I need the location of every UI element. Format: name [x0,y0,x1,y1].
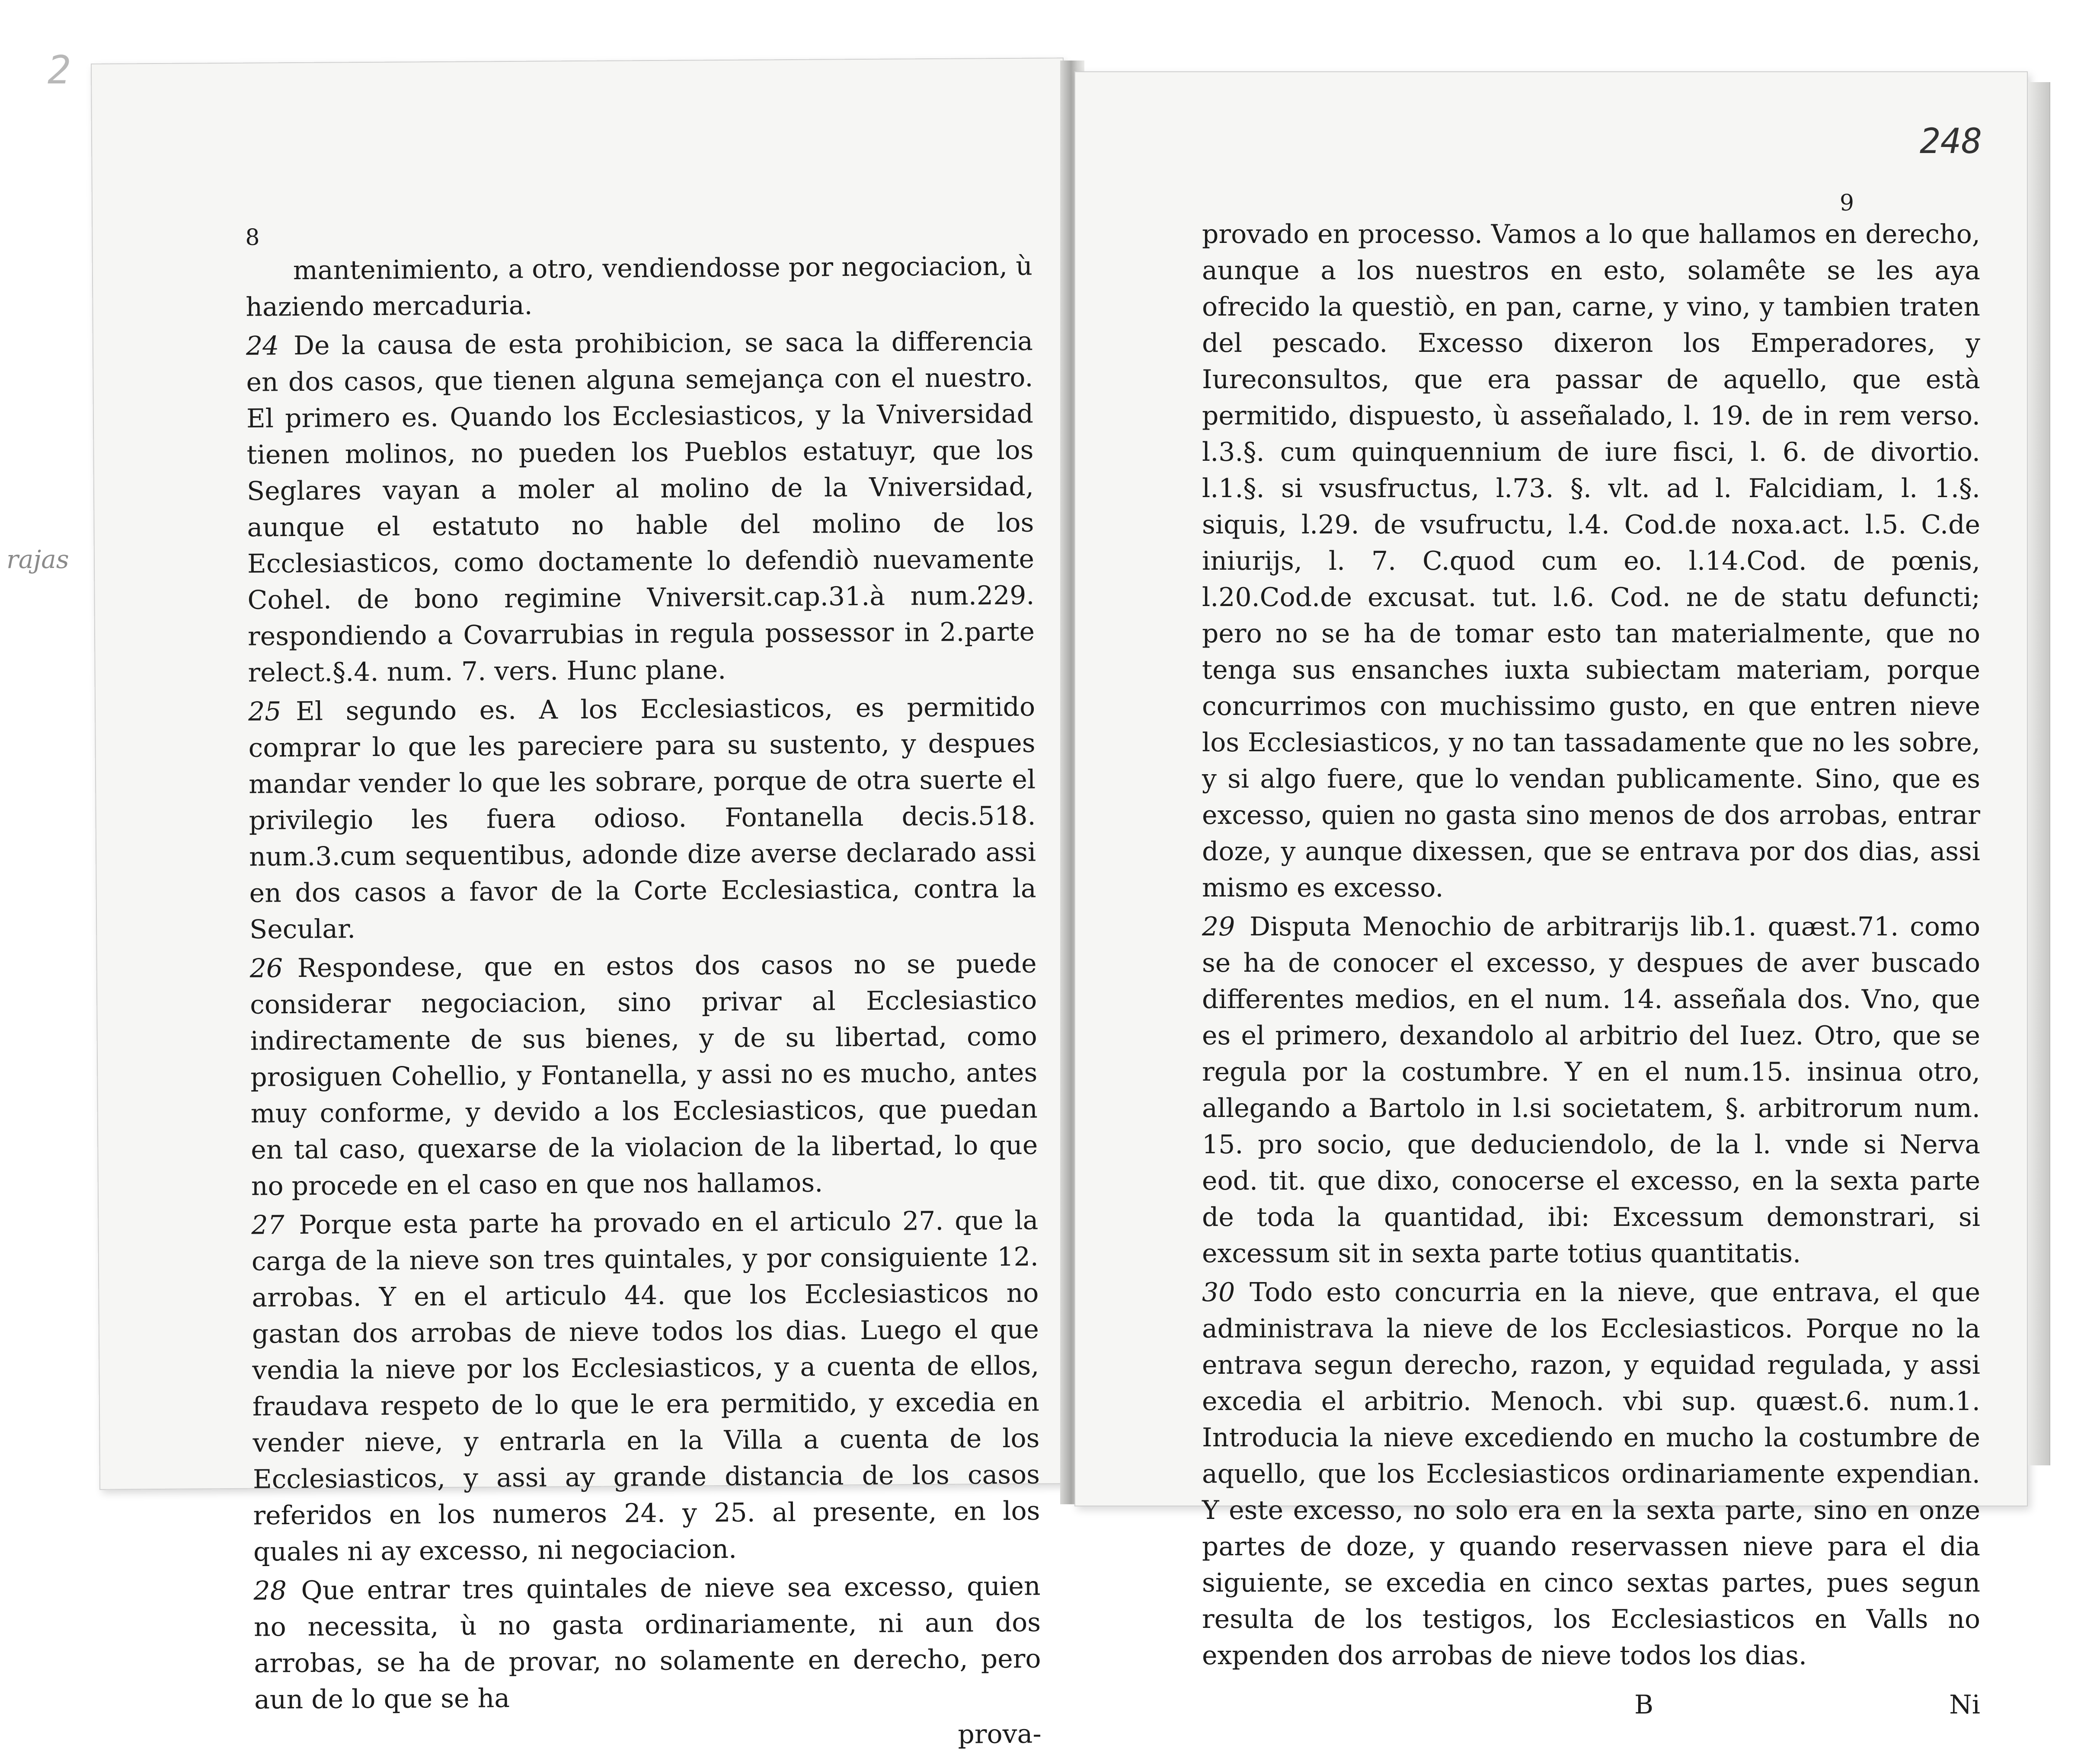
paragraph-text: De la causa de esta prohibicion, se saca la differencia en dos casos, que tienen alguna semejança con el nuestro. El primero es. Quando los Ecclesiasticos, y la Vniversidad tienen molinos, no pueden los Pueblos estatuyr, que los Seglares vayan a moler al molino de la Vniversidad, aunque el estatuto no hable del molino de los Ecclesiasticos, como doctamente lo defendiò nuevamente Cohel. de bono regimine Vniversit.cap.31.à num.229. respondiendo a Covarrubias in regula possessor in 2.parte relect.§.4. num. 7. vers. Hunc plane. [246,326,1035,688]
paragraph: mantenimiento, a otro, vendiendosse por negociacion, ù haziendo mercaduria. [246,251,1033,322]
faint-pencil-mark: 2 [48,48,71,93]
paragraph-text: Que entrar tres quintales de nieve sea excesso, quien no necessita, ù no gasta ordinariamente, ni aun dos arrobas, se ha de provar, no solamente en derecho, pero aun de lo que se ha [253,1571,1041,1715]
right-catchword: Ni [1949,1690,1980,1720]
paragraph-text: El segundo es. A los Ecclesiasticos, es permitido comprar lo que les pareciere para su sustento, y despues mandar vender lo que les sobrare, porque de otra suerte el privilegio les fuera odioso. Fontanella decis.518. num.3.cum sequentibus, adonde dize averse declarado assi en dos casos a favor de la Corte Ecclesiastica, contra la Secular. [248,692,1036,945]
paragraph [1202,1274,1980,1674]
right-page [1074,71,2028,1720]
right-page-text [1202,216,1980,1726]
paragraph [1202,216,1980,906]
signature-mark: B [1634,1690,1654,1720]
paragraph [246,323,1035,691]
paragraph-number: 24 [246,331,279,361]
right-page-number: 9 [1840,190,1854,216]
paragraph-text: Respondese, que en estos dos casos no se puede considerar negociacion, sino privar al Ecclesiastico indirectamente de sus bienes, y de su libertad, como prosiguen Cohellio, y Fontanella, y assi no es mucho, antes muy conforme, y devido a los Ecclesiasticos, que puedan en tal caso, quexarse de la violacion de la libertad, lo que no procede en el caso en que nos hallamos. [250,948,1038,1202]
paragraph [249,946,1038,1205]
paragraph-number: 25 [248,696,281,727]
paragraph-number: 27 [251,1210,284,1241]
paragraph [251,1203,1040,1570]
paragraph-text: Todo esto concurria en la nieve, que entrava, el que administrava la nieve de los Ecclesiasticos. Porque no la entrava segun derecho, razon, y equidad regulada, y assi excedia el arbitrio. Menoch. vbi sup. quæst.6. num.1. Introducia la nieve excediendo en mucho la costumbre de aquello, que los Ecclesiasticos ordinariamente expendian. Y este excesso, no solo era en la sexta parte, sino en onze partes de doze, y quando reservassen nieve para el dia siguiente, se excedia en cinco sextas partes, pues segun resulta de los testigos, los Ecclesiasticos en Valls no expenden dos arrobas de nieve todos los dias. [1202,1277,1980,1671]
paragraph [248,689,1037,948]
left-catchword: prova- [958,1719,1042,1750]
paragraph-number: 26 [249,953,283,984]
left-page [91,57,1072,1750]
paragraph-number: 29 [1202,912,1235,942]
paragraph [1202,909,1980,1272]
paragraph-text: Disputa Menochio de arbitrarijs lib.1. quæst.71. como se ha de conocer el excesso, y despues de aver buscado differentes medios, en el num. 14. asseñala dos. Vno, que es el primero, dexandolo al arbitrio del Iuez. Otro, que se regula por la costumbre. Y en el num.15. insinua otro, allegando a Bartolo in l.si societatem, §. arbitrorum num. 15. pro socio, que deduciendolo, de la l. vnde si Nerva eod. tit. que dixo, conocerse el excesso, en la sexta parte de toda la quantidad, ibi: Excessum demonstrari, si excessum sit in sexta parte totius quantitatis. [1202,912,1980,1269]
paragraph [253,1568,1041,1718]
handwritten-folio-number: 248 [1920,121,1982,161]
page-footer [1202,1687,1980,1726]
left-page-number: 8 [245,224,260,251]
page-edge [2028,82,2050,1465]
paragraph-text: Porque esta parte ha provado en el articulo 27. que la carga de la nieve son tres quintales, y por consiguiente 12. arrobas. Y en el articulo 44. que los Ecclesiasticos no gastan dos arrobas de nieve todos los dias. Luego el que vendia la nieve por los Ecclesiasticos, y a cuenta de ellos, fraudava respeto de lo que le era permitido, y excedia en vender nieve, y entrarla en la Villa a cuenta de los Ecclesiasticos, y assi ay grande distancia de los casos referidos en los numeros 24. y 25. al presente, en los quales ni ay excesso, ni negociacion. [251,1205,1040,1567]
paragraph-text: provado en processo. Vamos a lo que hallamos en derecho, aunque a los nuestros en esto, solamête se les aya ofrecido la questiò, en pan, carne, y vino, y tambien traten del pescado. Excesso dixeron los Emperadores, y Iureconsultos, que era passar de aquello, que està permitido, dispuesto, ù asseñalado, l. 19. de in rem verso. l.3.§. cum quinquennium de iure fisci, l. 6. de divortio. l.1.§. si vsusfructus, l.73. §. vlt. ad l. Falcidiam, l. 1.§. siquis, l.29. de vsufructu, l.4. Cod.de noxa.act. l.5. C.de iniurijs, l. 7. C.quod cum eo. l.14.Cod. de pœnis, l.20.Cod.de excusat. tut. l.6. Cod. ne de statu defuncti; pero no se ha de tomar esto tan materialmente, que no tenga sus ensanches iuxta subiectam materiam, porque concurrimos con muchissimo gusto, en que entren nieve los Ecclesiasticos, y no tan tassadamente que no les sobre, y si algo fuere, que lo vendan publicamente. Sino, que es excesso, quien no gasta sino menos de dos arrobas, entrar doze, y aunque dixessen, que se entrava por dos dias, assi mismo es excesso. [1202,219,1980,903]
paragraph-number: 30 [1202,1277,1235,1308]
left-page-text [246,248,1042,1757]
margin-note: rajas [6,545,69,574]
paragraph-number: 28 [253,1576,287,1606]
